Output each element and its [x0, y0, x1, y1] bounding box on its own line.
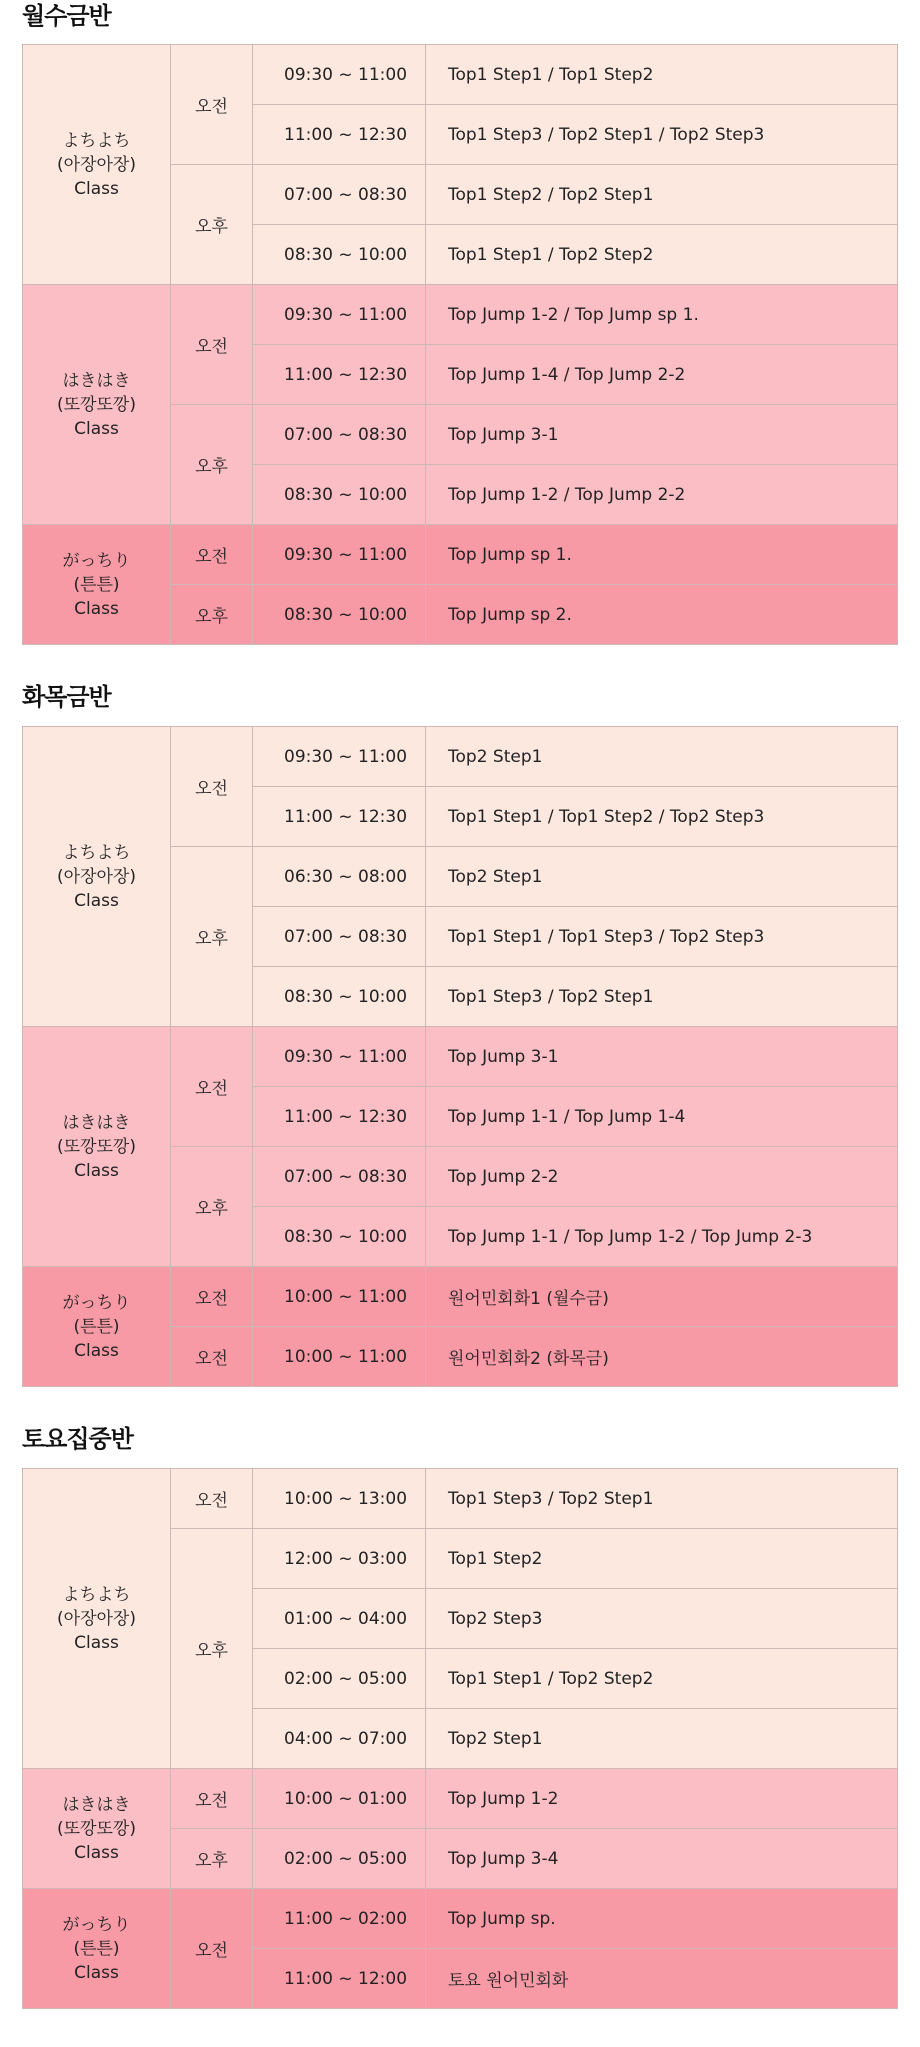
time-cell: 10:00 ~ 13:00 [253, 1469, 426, 1529]
time-cell: 01:00 ~ 04:00 [253, 1589, 426, 1649]
time-cell: 08:30 ~ 10:00 [253, 967, 426, 1027]
course-cell: Top1 Step3 / Top2 Step1 / Top2 Step3 [426, 105, 898, 165]
class-cell: よちよち (아장아장) Class [23, 45, 171, 285]
course-cell: 토요 원어민회화 [426, 1949, 898, 2009]
course-cell: Top2 Step1 [426, 1709, 898, 1769]
course-cell: Top Jump sp 1. [426, 525, 898, 585]
course-cell: Top Jump 3-4 [426, 1829, 898, 1889]
time-cell: 11:00 ~ 12:30 [253, 1087, 426, 1147]
ampm-cell: 오전 [171, 1027, 253, 1147]
ampm-cell: 오후 [171, 165, 253, 285]
time-cell: 11:00 ~ 02:00 [253, 1889, 426, 1949]
schedule-table [22, 726, 898, 1387]
time-cell: 10:00 ~ 11:00 [253, 1267, 426, 1327]
time-cell: 09:30 ~ 11:00 [253, 727, 426, 787]
time-cell: 09:30 ~ 11:00 [253, 285, 426, 345]
course-cell: 원어민회화1 (월수금) [426, 1267, 898, 1327]
course-cell: Top Jump 1-1 / Top Jump 1-2 / Top Jump 2-3 [426, 1207, 898, 1267]
ampm-cell: 오후 [171, 405, 253, 525]
course-cell: Top Jump sp 2. [426, 585, 898, 645]
ampm-cell: 오전 [171, 1469, 253, 1529]
ampm-cell: 오전 [171, 285, 253, 405]
course-cell: Top2 Step3 [426, 1589, 898, 1649]
course-cell: Top Jump 1-1 / Top Jump 1-4 [426, 1087, 898, 1147]
class-cell: よちよち (아장아장) Class [23, 1469, 171, 1769]
table-row [23, 525, 898, 585]
class-cell: はきはき (또깡또깡) Class [23, 285, 171, 525]
section-title: 토요집중반 [22, 1425, 133, 1453]
class-cell: がっちり (튼튼) Class [23, 525, 171, 645]
schedule-table [22, 1468, 898, 2009]
course-cell: Top Jump 3-1 [426, 405, 898, 465]
course-cell: Top1 Step1 / Top1 Step2 [426, 45, 898, 105]
ampm-cell: 오전 [171, 1267, 253, 1327]
class-cell: はきはき (또깡또깡) Class [23, 1769, 171, 1889]
table-row [23, 1027, 898, 1087]
ampm-cell: 오후 [171, 1829, 253, 1889]
time-cell: 09:30 ~ 11:00 [253, 45, 426, 105]
time-cell: 08:30 ~ 10:00 [253, 585, 426, 645]
ampm-cell: 오후 [171, 1147, 253, 1267]
ampm-cell: 오전 [171, 1769, 253, 1829]
course-cell: Top Jump 1-2 / Top Jump 2-2 [426, 465, 898, 525]
class-cell: がっちり (튼튼) Class [23, 1267, 171, 1387]
ampm-cell: 오전 [171, 727, 253, 847]
time-cell: 02:00 ~ 05:00 [253, 1829, 426, 1889]
course-cell: Top Jump 3-1 [426, 1027, 898, 1087]
table-row [23, 1889, 898, 1949]
time-cell: 11:00 ~ 12:30 [253, 345, 426, 405]
course-cell: Top1 Step1 / Top2 Step2 [426, 225, 898, 285]
section-title: 월수금반 [22, 2, 111, 30]
course-cell: Top1 Step1 / Top1 Step2 / Top2 Step3 [426, 787, 898, 847]
time-cell: 07:00 ~ 08:30 [253, 907, 426, 967]
time-cell: 10:00 ~ 01:00 [253, 1769, 426, 1829]
ampm-cell: 오후 [171, 585, 253, 645]
time-cell: 11:00 ~ 12:00 [253, 1949, 426, 2009]
table-row [23, 727, 898, 787]
course-cell: Top Jump 1-2 [426, 1769, 898, 1829]
course-cell: Top1 Step3 / Top2 Step1 [426, 967, 898, 1027]
time-cell: 07:00 ~ 08:30 [253, 1147, 426, 1207]
time-cell: 12:00 ~ 03:00 [253, 1529, 426, 1589]
course-cell: Top1 Step3 / Top2 Step1 [426, 1469, 898, 1529]
class-cell: がっちり (튼튼) Class [23, 1889, 171, 2009]
course-cell: Top1 Step2 / Top2 Step1 [426, 165, 898, 225]
time-cell: 02:00 ~ 05:00 [253, 1649, 426, 1709]
ampm-cell: 오후 [171, 847, 253, 1027]
schedule-table [22, 44, 898, 645]
ampm-cell: 오후 [171, 1529, 253, 1769]
table-row [23, 1769, 898, 1829]
course-cell: Top Jump 2-2 [426, 1147, 898, 1207]
time-cell: 10:00 ~ 11:00 [253, 1327, 426, 1387]
ampm-cell: 오전 [171, 525, 253, 585]
class-cell: よちよち (아장아장) Class [23, 727, 171, 1027]
table-row [23, 1267, 898, 1327]
course-cell: Top2 Step1 [426, 727, 898, 787]
course-cell: Top1 Step1 / Top1 Step3 / Top2 Step3 [426, 907, 898, 967]
course-cell: Top Jump 1-4 / Top Jump 2-2 [426, 345, 898, 405]
time-cell: 07:00 ~ 08:30 [253, 405, 426, 465]
course-cell: Top2 Step1 [426, 847, 898, 907]
course-cell: 원어민회화2 (화목금) [426, 1327, 898, 1387]
time-cell: 08:30 ~ 10:00 [253, 465, 426, 525]
time-cell: 07:00 ~ 08:30 [253, 165, 426, 225]
course-cell: Top Jump sp. [426, 1889, 898, 1949]
course-cell: Top1 Step1 / Top2 Step2 [426, 1649, 898, 1709]
time-cell: 06:30 ~ 08:00 [253, 847, 426, 907]
ampm-cell: 오전 [171, 45, 253, 165]
course-cell: Top1 Step2 [426, 1529, 898, 1589]
time-cell: 04:00 ~ 07:00 [253, 1709, 426, 1769]
ampm-cell: 오전 [171, 1327, 253, 1387]
time-cell: 11:00 ~ 12:30 [253, 787, 426, 847]
time-cell: 08:30 ~ 10:00 [253, 1207, 426, 1267]
table-row [23, 1469, 898, 1529]
class-cell: はきはき (또깡또깡) Class [23, 1027, 171, 1267]
time-cell: 11:00 ~ 12:30 [253, 105, 426, 165]
time-cell: 08:30 ~ 10:00 [253, 225, 426, 285]
table-row [23, 285, 898, 345]
section-title: 화목금반 [22, 683, 111, 711]
time-cell: 09:30 ~ 11:00 [253, 525, 426, 585]
table-row [23, 45, 898, 105]
ampm-cell: 오전 [171, 1889, 253, 2009]
time-cell: 09:30 ~ 11:00 [253, 1027, 426, 1087]
course-cell: Top Jump 1-2 / Top Jump sp 1. [426, 285, 898, 345]
